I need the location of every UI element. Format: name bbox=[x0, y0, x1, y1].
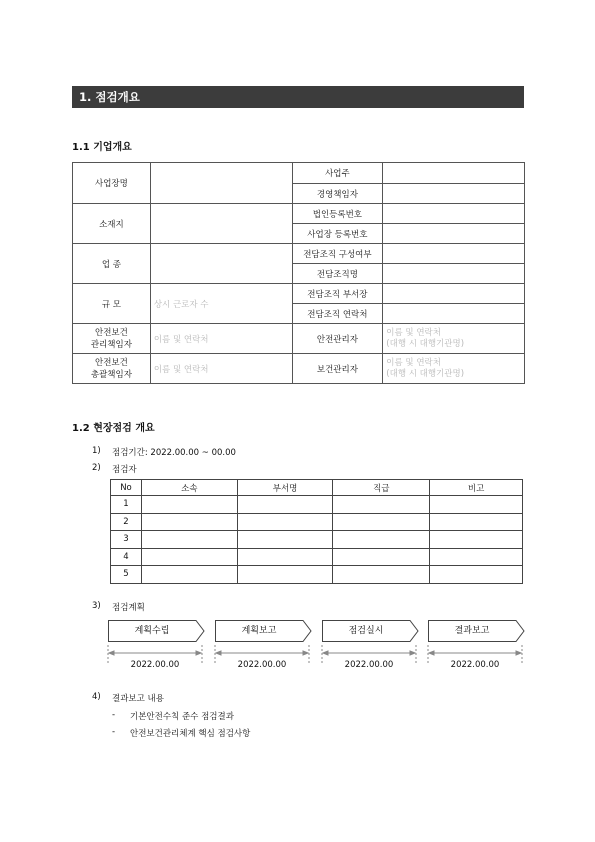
scale-value[interactable]: 상시 근로자 수 bbox=[150, 284, 292, 324]
affiliation-cell[interactable] bbox=[141, 566, 237, 584]
remarks-cell[interactable] bbox=[430, 496, 523, 514]
remarks-cell[interactable] bbox=[430, 513, 523, 531]
company-name-value[interactable] bbox=[150, 163, 292, 204]
position-cell[interactable] bbox=[333, 548, 430, 566]
health-officer-value-line2: (대행 시 대행기관명) bbox=[386, 368, 465, 379]
ceo-label: 경영책임자 bbox=[292, 184, 383, 204]
affiliation-cell[interactable] bbox=[141, 496, 237, 514]
plan-step-1-label: 계획수립 bbox=[134, 626, 170, 636]
report-content-label: 결과보고 내용 bbox=[112, 694, 164, 704]
plan-step-4 bbox=[428, 620, 525, 642]
header-affiliation: 소속 bbox=[141, 480, 237, 496]
department-cell[interactable] bbox=[237, 496, 333, 514]
report-item-2: 안전보건관리체계 핵심 점검사항 bbox=[130, 729, 251, 739]
plan-step-1 bbox=[108, 620, 205, 642]
table-row bbox=[111, 531, 523, 549]
inspector-label: 점검자 bbox=[112, 465, 137, 475]
plan-step-3 bbox=[322, 620, 419, 642]
health-officer-value[interactable] bbox=[383, 354, 525, 384]
owner-value[interactable] bbox=[383, 163, 525, 184]
owner-label: 사업주 bbox=[292, 163, 383, 184]
biz-reg-value[interactable] bbox=[383, 224, 525, 244]
row-number: 5 bbox=[111, 566, 142, 584]
plan-date-3: 2022.00.00 bbox=[344, 660, 394, 670]
item-3-number: 3) bbox=[92, 601, 101, 611]
dedicated-org-value[interactable] bbox=[383, 244, 525, 264]
safety-manager-label-line1: 안전보건 bbox=[94, 327, 128, 338]
dept-contact-label: 전담조직 연락처 bbox=[292, 304, 383, 324]
company-name-label: 사업장명 bbox=[73, 163, 151, 204]
health-officer-label: 보건관리자 bbox=[292, 354, 383, 384]
remarks-cell[interactable] bbox=[430, 566, 523, 584]
affiliation-cell[interactable] bbox=[141, 548, 237, 566]
health-officer-value-line1: 이름 및 연락처 bbox=[386, 357, 441, 368]
report-item-1-bullet: - bbox=[112, 710, 116, 720]
row-number: 4 bbox=[111, 548, 142, 566]
report-item-1: 기본안전수칙 준수 점검결과 bbox=[130, 712, 234, 722]
affiliation-cell[interactable] bbox=[141, 531, 237, 549]
dept-head-label: 전담조직 부서장 bbox=[292, 284, 383, 304]
inspection-overview-heading: 1.2 현장점검 개요 bbox=[72, 423, 155, 434]
corp-reg-label: 법인등록번호 bbox=[292, 204, 383, 224]
department-cell[interactable] bbox=[237, 548, 333, 566]
plan-step-4-label: 결과보고 bbox=[454, 626, 490, 636]
general-manager-label-line1: 안전보건 bbox=[94, 357, 128, 368]
inspector-table-header bbox=[111, 480, 523, 496]
general-manager-value[interactable]: 이름 및 연락처 bbox=[150, 354, 292, 384]
company-info-table bbox=[72, 162, 525, 384]
header-remarks: 비고 bbox=[430, 480, 523, 496]
report-item-2-bullet: - bbox=[112, 727, 116, 737]
dedicated-org-name-value[interactable] bbox=[383, 264, 525, 284]
safety-officer-value-line1: 이름 및 연락처 bbox=[386, 327, 441, 338]
department-cell[interactable] bbox=[237, 513, 333, 531]
dedicated-org-name-label: 전담조직명 bbox=[292, 264, 383, 284]
plan-date-2: 2022.00.00 bbox=[237, 660, 287, 670]
header-department: 부서명 bbox=[237, 480, 333, 496]
dept-contact-value[interactable] bbox=[383, 304, 525, 324]
biz-reg-label: 사업장 등록번호 bbox=[292, 224, 383, 244]
plan-step-2-label: 계획보고 bbox=[241, 626, 277, 636]
safety-manager-label-line2: 관리책임자 bbox=[90, 339, 132, 350]
scale-label: 규 모 bbox=[73, 284, 151, 324]
safety-officer-value[interactable] bbox=[383, 324, 525, 354]
row-number: 2 bbox=[111, 513, 142, 531]
department-cell[interactable] bbox=[237, 531, 333, 549]
plan-step-2 bbox=[215, 620, 312, 642]
industry-value[interactable] bbox=[150, 244, 292, 284]
company-overview-heading: 1.1 기업개요 bbox=[72, 142, 132, 153]
plan-label: 점검계획 bbox=[112, 603, 145, 613]
section-title-bar bbox=[72, 86, 524, 108]
table-row bbox=[111, 566, 523, 584]
table-row bbox=[111, 548, 523, 566]
header-no: No bbox=[111, 480, 142, 496]
safety-manager-value[interactable]: 이름 및 연락처 bbox=[150, 324, 292, 354]
row-number: 1 bbox=[111, 496, 142, 514]
table-row bbox=[111, 496, 523, 514]
table-row bbox=[111, 513, 523, 531]
ceo-value[interactable] bbox=[383, 184, 525, 204]
safety-manager-label bbox=[73, 324, 151, 354]
section-title: 1. 점검개요 bbox=[79, 90, 140, 104]
address-label: 소재지 bbox=[73, 204, 151, 244]
general-manager-label-line2: 총괄책임자 bbox=[90, 369, 132, 380]
plan-step-3-label: 점검실시 bbox=[348, 626, 384, 636]
industry-label: 업 종 bbox=[73, 244, 151, 284]
position-cell[interactable] bbox=[333, 531, 430, 549]
address-value[interactable] bbox=[150, 204, 292, 244]
item-1-number: 1) bbox=[92, 446, 101, 456]
header-position: 직급 bbox=[333, 480, 430, 496]
item-4-number: 4) bbox=[92, 692, 101, 702]
plan-date-4: 2022.00.00 bbox=[450, 660, 500, 670]
general-manager-label bbox=[73, 354, 151, 384]
remarks-cell[interactable] bbox=[430, 531, 523, 549]
dept-head-value[interactable] bbox=[383, 284, 525, 304]
position-cell[interactable] bbox=[333, 496, 430, 514]
corp-reg-value[interactable] bbox=[383, 204, 525, 224]
plan-date-1: 2022.00.00 bbox=[130, 660, 180, 670]
affiliation-cell[interactable] bbox=[141, 513, 237, 531]
inspection-period: 점검기간: 2022.00.00 ~ 00.00 bbox=[112, 448, 236, 458]
department-cell[interactable] bbox=[237, 566, 333, 584]
dedicated-org-label: 전담조직 구성여부 bbox=[292, 244, 383, 264]
safety-officer-value-line2: (대행 시 대행기관명) bbox=[386, 338, 465, 349]
safety-officer-label: 안전관리자 bbox=[292, 324, 383, 354]
item-2-number: 2) bbox=[92, 463, 101, 473]
row-number: 3 bbox=[111, 531, 142, 549]
remarks-cell[interactable] bbox=[430, 548, 523, 566]
inspector-table bbox=[110, 479, 523, 584]
position-cell[interactable] bbox=[333, 513, 430, 531]
position-cell[interactable] bbox=[333, 566, 430, 584]
